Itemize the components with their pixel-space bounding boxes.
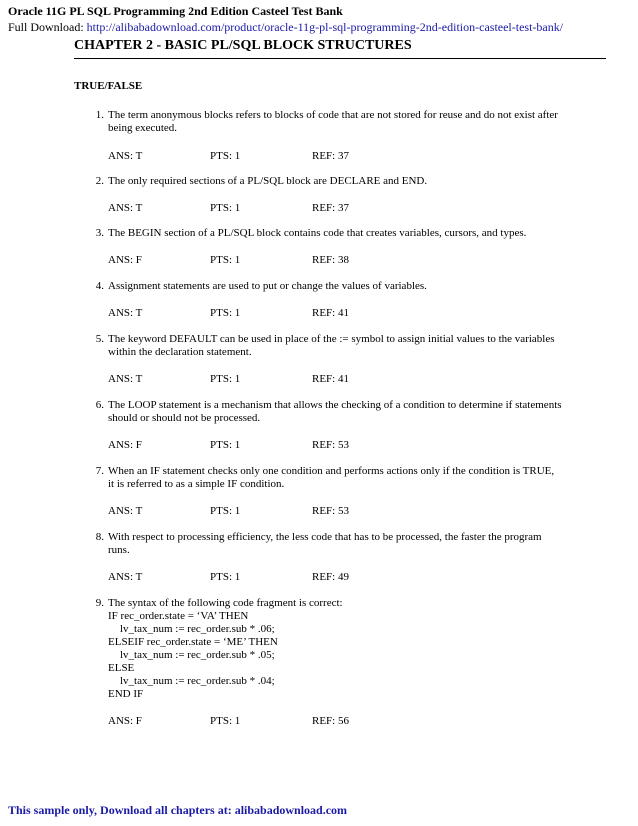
chapter-divider: [74, 58, 606, 59]
reference: REF: 41: [312, 307, 349, 319]
reference: REF: 37: [312, 150, 349, 162]
points: PTS: 1: [210, 150, 241, 162]
reference: REF: 41: [312, 373, 349, 385]
question-line: The LOOP statement is a mechanism that allows the checking of a condition to determine if statements: [108, 399, 562, 411]
reference: REF: 49: [312, 571, 349, 583]
question-line: When an IF statement checks only one condition and performs actions only if the condition is TRUE,: [108, 465, 555, 477]
question-number: 5.: [95, 333, 104, 345]
question-number: 7.: [95, 465, 104, 477]
question-line: With respect to processing efficiency, the less code that has to be processed, the faster the program: [108, 531, 542, 543]
points: PTS: 1: [210, 373, 241, 385]
question-line: it is referred to as a simple IF condition.: [108, 478, 285, 490]
code-line: lv_tax_num := rec_order.sub * .06;: [120, 623, 275, 635]
question-text: [108, 109, 583, 135]
question-line: The only required sections of a PL/SQL block are DECLARE and END.: [108, 175, 428, 187]
code-line: lv_tax_num := rec_order.sub * .04;: [120, 675, 275, 687]
answer: ANS: F: [108, 715, 142, 727]
code-line: ELSE: [108, 662, 135, 674]
reference: REF: 56: [312, 715, 349, 727]
question-line: within the declaration statement.: [108, 346, 252, 358]
question-number: 8.: [95, 531, 104, 543]
question-number: 3.: [95, 227, 104, 239]
question-line: The keyword DEFAULT can be used in place of the := symbol to assign initial values to the variables: [108, 333, 555, 345]
points: PTS: 1: [210, 439, 241, 451]
code-line: IF rec_order.state = ‘VA’ THEN: [108, 610, 249, 622]
code-line: lv_tax_num := rec_order.sub * .05;: [120, 649, 275, 661]
question-line: The syntax of the following code fragment is correct:: [108, 597, 343, 609]
reference: REF: 53: [312, 439, 349, 451]
question-number: 2.: [95, 175, 104, 187]
answer: ANS: T: [108, 505, 143, 517]
download-link[interactable]: http://alibabadownload.com/product/oracle-11g-pl-sql-programming-2nd-edition-casteel-test-bank/: [86, 20, 564, 34]
answer: ANS: T: [108, 150, 143, 162]
question-number: 6.: [95, 399, 104, 411]
points: PTS: 1: [210, 505, 241, 517]
answer: ANS: T: [108, 307, 143, 319]
points: PTS: 1: [210, 571, 241, 583]
question-text: [108, 597, 583, 701]
question-number: 9.: [95, 597, 104, 609]
question-number: 1.: [95, 109, 104, 121]
reference: REF: 37: [312, 202, 349, 214]
points: PTS: 1: [210, 715, 241, 727]
answer: ANS: F: [108, 254, 142, 266]
code-line: END IF: [108, 688, 144, 700]
question-number: 4.: [95, 280, 104, 292]
code-line: ELSEIF rec_order.state = ‘ME’ THEN: [108, 636, 278, 648]
footer-note[interactable]: This sample only, Download all chapters at: alibabadownload.com: [8, 803, 348, 817]
answer: ANS: T: [108, 373, 143, 385]
question-text: [108, 531, 583, 557]
reference: REF: 53: [312, 505, 349, 517]
points: PTS: 1: [210, 202, 241, 214]
answer: ANS: T: [108, 202, 143, 214]
question-line: runs.: [108, 544, 130, 556]
question-line: The BEGIN section of a PL/SQL block contains code that creates variables, cursors, and types.: [108, 227, 527, 239]
question-text: [108, 227, 583, 240]
question-text: [108, 280, 583, 293]
question-text: [108, 399, 583, 425]
section-title: TRUE/FALSE: [74, 80, 143, 92]
download-label: Full Download:: [8, 20, 87, 34]
reference: REF: 38: [312, 254, 349, 266]
question-line: The term anonymous blocks refers to blocks of code that are not stored for reuse and do not exist after: [108, 109, 558, 121]
question-line: being executed.: [108, 122, 178, 134]
question-text: [108, 175, 583, 188]
download-line: [8, 20, 563, 35]
question-text: [108, 333, 583, 359]
question-line: Assignment statements are used to put or change the values of variables.: [108, 280, 427, 292]
answer: ANS: T: [108, 571, 143, 583]
question-text: [108, 465, 583, 491]
question-line: should or should not be processed.: [108, 412, 261, 424]
answer: ANS: F: [108, 439, 142, 451]
points: PTS: 1: [210, 307, 241, 319]
document-title: Oracle 11G PL SQL Programming 2nd Edition Casteel Test Bank: [8, 4, 343, 18]
chapter-title: CHAPTER 2 - BASIC PL/SQL BLOCK STRUCTURES: [74, 38, 412, 53]
points: PTS: 1: [210, 254, 241, 266]
